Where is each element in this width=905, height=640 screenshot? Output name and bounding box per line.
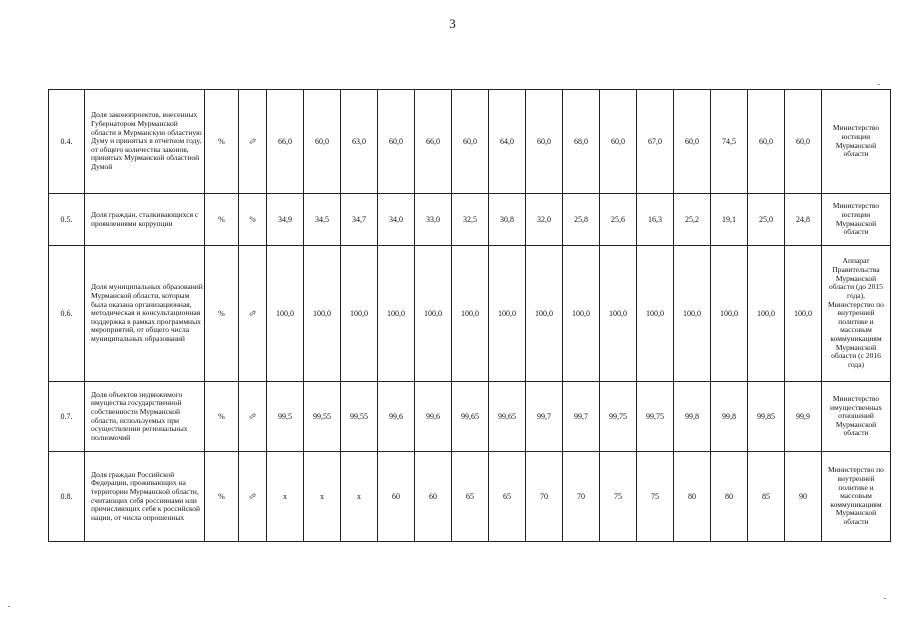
value-cell: 99,55	[341, 382, 378, 452]
value-cell: 100,0	[563, 246, 600, 382]
value-cell: 34,5	[304, 194, 341, 246]
value-cell: 32,0	[526, 194, 563, 246]
value-cell: 90	[785, 452, 822, 542]
value-cell: 60,0	[378, 90, 415, 194]
value-cell: 25,8	[563, 194, 600, 246]
value-cell: 65	[489, 452, 526, 542]
value-cell: 75	[637, 452, 674, 542]
responsible-org-cell: Министерство по внутренней политике и массовым коммуникациям Мурманской области	[822, 452, 891, 542]
value-cell: 99,75	[637, 382, 674, 452]
value-cell: 100,0	[304, 246, 341, 382]
row-code-cell: 0.8.	[49, 452, 85, 542]
unit-cell: %	[205, 246, 239, 382]
scan-speck	[8, 606, 10, 607]
table-row	[49, 246, 891, 382]
value-cell: 25,6	[600, 194, 637, 246]
arrow-down-icon: ⇨	[246, 212, 259, 226]
value-cell: х	[267, 452, 304, 542]
value-cell: 66,0	[415, 90, 452, 194]
unit-cell: %	[205, 194, 239, 246]
value-cell: 100,0	[785, 246, 822, 382]
trend-cell	[239, 382, 267, 452]
value-cell: 66,0	[267, 90, 304, 194]
value-cell: 100,0	[489, 246, 526, 382]
indicators-table	[48, 89, 891, 542]
value-cell: 99,6	[415, 382, 452, 452]
value-cell: 100,0	[341, 246, 378, 382]
value-cell: 67,0	[637, 90, 674, 194]
table-row	[49, 452, 891, 542]
responsible-org-cell: Министерство имущественных отношений Мурманской области	[822, 382, 891, 452]
indicator-name-cell: Доля граждан, сталкивающихся с проявлениями коррупции	[85, 194, 205, 246]
unit-cell: %	[205, 382, 239, 452]
value-cell: 60	[378, 452, 415, 542]
value-cell: 99,9	[785, 382, 822, 452]
value-cell: 30,8	[489, 194, 526, 246]
value-cell: 64,0	[489, 90, 526, 194]
row-code-cell: 0.5.	[49, 194, 85, 246]
value-cell: 34,0	[378, 194, 415, 246]
value-cell: 60,0	[304, 90, 341, 194]
value-cell: 63,0	[341, 90, 378, 194]
indicator-name-cell: Доля граждан Российской Федерации, проживающих на территории Мурманской области, считающих себя россиянами или причисляющих себя к российской нации, от числа опрошенных	[85, 452, 205, 542]
value-cell: 25,2	[674, 194, 711, 246]
scan-speck	[878, 84, 880, 85]
value-cell: 60,0	[452, 90, 489, 194]
value-cell: 100,0	[711, 246, 748, 382]
value-cell: 99,65	[489, 382, 526, 452]
value-cell: 99,65	[452, 382, 489, 452]
value-cell: 32,5	[452, 194, 489, 246]
value-cell: 100,0	[748, 246, 785, 382]
row-code-cell: 0.6.	[49, 246, 85, 382]
trend-cell	[239, 246, 267, 382]
unit-cell: %	[205, 90, 239, 194]
value-cell: 100,0	[452, 246, 489, 382]
responsible-org-cell: Министерство юстиции Мурманской области	[822, 194, 891, 246]
indicator-name-cell: Доля муниципальных образований Мурманской области, которым была оказана организационная, методическая и консультационная поддержка в рамках программных мероприятий, от общего числа муниципальных образований	[85, 246, 205, 382]
value-cell: 34,7	[341, 194, 378, 246]
value-cell: 75	[600, 452, 637, 542]
value-cell: 100,0	[267, 246, 304, 382]
value-cell: 25,0	[748, 194, 785, 246]
indicator-name-cell: Доля законопроектов, внесенных Губернатором Мурманской области в Мурманскую областную Думу и принятых в отчетном году, от общего количества законов, принятых Мурманской областной Думой	[85, 90, 205, 194]
value-cell: 80	[711, 452, 748, 542]
trend-cell	[239, 452, 267, 542]
value-cell: 60,0	[600, 90, 637, 194]
value-cell: 60,0	[785, 90, 822, 194]
row-code-cell: 0.4.	[49, 90, 85, 194]
value-cell: 65	[452, 452, 489, 542]
value-cell: 85	[748, 452, 785, 542]
value-cell: 24,8	[785, 194, 822, 246]
value-cell: 16,3	[637, 194, 674, 246]
value-cell: 100,0	[674, 246, 711, 382]
scan-speck	[884, 598, 886, 599]
value-cell: 99,7	[526, 382, 563, 452]
trend-cell	[239, 194, 267, 246]
arrow-up-icon: ⇨	[246, 409, 259, 423]
value-cell: 60,0	[748, 90, 785, 194]
value-cell: х	[304, 452, 341, 542]
page-number: 3	[449, 16, 456, 31]
value-cell: 100,0	[415, 246, 452, 382]
indicator-name-cell: Доля объектов недвижимого имущества государственной собственности Мурманской области, используемых при осуществлении региональных полномочий	[85, 382, 205, 452]
arrow-up-icon: ⇨	[246, 489, 259, 503]
arrow-up-icon: ⇨	[246, 134, 259, 148]
table-row	[49, 382, 891, 452]
value-cell: 60,0	[674, 90, 711, 194]
arrow-up-icon: ⇨	[246, 306, 259, 320]
value-cell: х	[341, 452, 378, 542]
value-cell: 99,6	[378, 382, 415, 452]
value-cell: 80	[674, 452, 711, 542]
value-cell: 70	[563, 452, 600, 542]
value-cell: 19,1	[711, 194, 748, 246]
value-cell: 99,5	[267, 382, 304, 452]
value-cell: 99,8	[674, 382, 711, 452]
unit-cell: %	[205, 452, 239, 542]
responsible-org-cell: Министерство юстиции Мурманской области	[822, 90, 891, 194]
value-cell: 99,85	[748, 382, 785, 452]
value-cell: 100,0	[637, 246, 674, 382]
value-cell: 33,0	[415, 194, 452, 246]
table-row	[49, 194, 891, 246]
value-cell: 60,0	[526, 90, 563, 194]
trend-cell	[239, 90, 267, 194]
value-cell: 70	[526, 452, 563, 542]
value-cell: 99,75	[600, 382, 637, 452]
value-cell: 34,9	[267, 194, 304, 246]
value-cell: 68,0	[563, 90, 600, 194]
value-cell: 100,0	[378, 246, 415, 382]
responsible-org-cell: Аппарат Правительства Мурманской области (до 2015 года), Министерство по внутренней политике и массовым коммуникациям Мурманской области (с 2016 года)	[822, 246, 891, 382]
table-row	[49, 90, 891, 194]
value-cell: 99,55	[304, 382, 341, 452]
value-cell: 99,8	[711, 382, 748, 452]
value-cell: 99,7	[563, 382, 600, 452]
value-cell: 100,0	[526, 246, 563, 382]
value-cell: 100,0	[600, 246, 637, 382]
row-code-cell: 0.7.	[49, 382, 85, 452]
value-cell: 60	[415, 452, 452, 542]
value-cell: 74,5	[711, 90, 748, 194]
